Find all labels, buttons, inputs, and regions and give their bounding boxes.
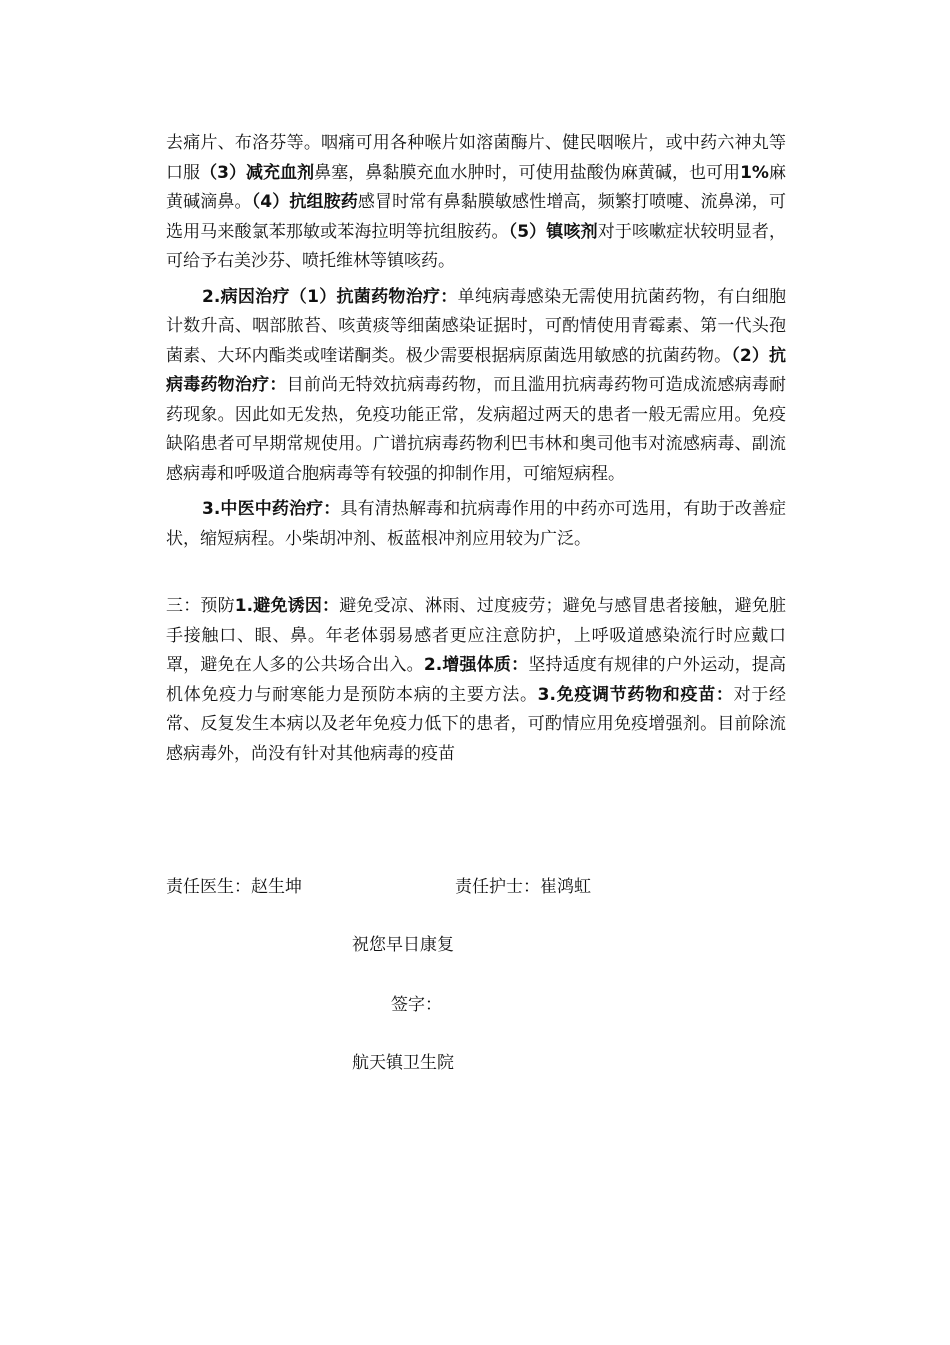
text-run: 具有清热解毒和抗病毒作用的中药亦可选用，有助于改善症状，缩短病程。小柴胡冲剂、板蓝根冲剂应用较为广泛。	[166, 499, 786, 549]
bold-heading-run: 1%	[740, 162, 769, 183]
bold-heading-run: 2.增强体质：	[423, 655, 529, 675]
bold-heading-run: （3）减充血剂	[200, 162, 315, 183]
text-run: 感冒时常有鼻黏膜敏感性增高，频繁打喷嚏、流鼻涕，可选用马来酸氯苯那敏或苯海拉明等抗组胺药。	[166, 192, 786, 242]
paragraph-tcm-treatment	[166, 495, 786, 554]
text-run: 去痛片、布洛芬等。咽痛可用各种喉片如溶菌酶片、健民咽喉片，或中药六神丸等口服	[166, 133, 786, 183]
text-run: 麻黄碱滴鼻。	[166, 162, 787, 212]
bold-heading-run: 2.病因治疗（1）抗菌药物治疗：	[202, 286, 458, 307]
bold-heading-run: （2）抗病毒药物治疗：	[166, 345, 786, 395]
text-run: 对于经常、反复发生本病以及老年免疫力低下的患者，可酌情应用免疫增强剂。目前除流感病毒外，尚没有针对其他病毒的疫苗	[166, 684, 787, 764]
recovery-wish: 祝您早日康复	[352, 935, 454, 955]
bold-heading-run: 3.中医中药治疗：	[202, 499, 341, 519]
paragraph-etiologic-treatment	[166, 283, 786, 490]
text-run: 三：预防	[166, 596, 235, 616]
text-run: 单纯病毒感染无需使用抗菌药物，有白细胞计数升高、咽部脓苔、咳黄痰等细菌感染证据时，可酌情使用青霉素、第一代头孢菌素、大环内酯类或喹诺酮类。极少需要根据病原菌选用敏感的抗菌药物。	[166, 286, 786, 366]
signature-label: 签字：	[391, 995, 442, 1015]
hospital-name: 航天镇卫生院	[352, 1053, 454, 1073]
bold-heading-run: （5）镇咳剂	[508, 221, 598, 242]
text-run: 目前尚无特效抗病毒药物，而且滥用抗病毒药物可造成流感病毒耐药现象。因此如无发热，免疫功能正常，发病超过两天的患者一般无需应用。免疫缺陷患者可早期常规使用。广谱抗病毒药物利巴韦林和奥司他韦对流感病毒、副流感病毒和呼吸道合胞病毒等有较强的抑制作用，可缩短病程。	[166, 375, 787, 484]
responsible-nurse: 责任护士：崔鸿虹	[455, 877, 591, 897]
text-run: 鼻塞，鼻黏膜充血水肿时，可使用盐酸伪麻黄碱，也可用	[314, 162, 741, 183]
bold-heading-run: 3.免疫调节药物和疫苗：	[537, 684, 734, 705]
document-body	[166, 129, 786, 769]
paragraph-prevention	[166, 592, 786, 769]
text-run: 对于咳嗽症状较明显者，可给予右美沙芬、喷托维林等镇咳药。	[166, 221, 786, 271]
text-run: 避免受凉、淋雨、过度疲劳；避免与感冒患者接触，避免脏手接触口、眼、鼻。年老体弱易感者更应注意防护，上呼吸道感染流行时应戴口罩，避免在人多的公共场合出入。	[166, 596, 787, 675]
responsible-doctor: 责任医生：赵生坤	[166, 877, 302, 897]
text-run: 坚持适度有规律的户外运动，提高机体免疫力与耐寒能力是预防本病的主要方法。	[166, 655, 786, 705]
bold-heading-run: 1.避免诱因：	[234, 596, 340, 616]
paragraph-symptomatic-treatment	[166, 129, 786, 277]
bold-heading-run: （4）抗组胺药	[251, 192, 358, 212]
